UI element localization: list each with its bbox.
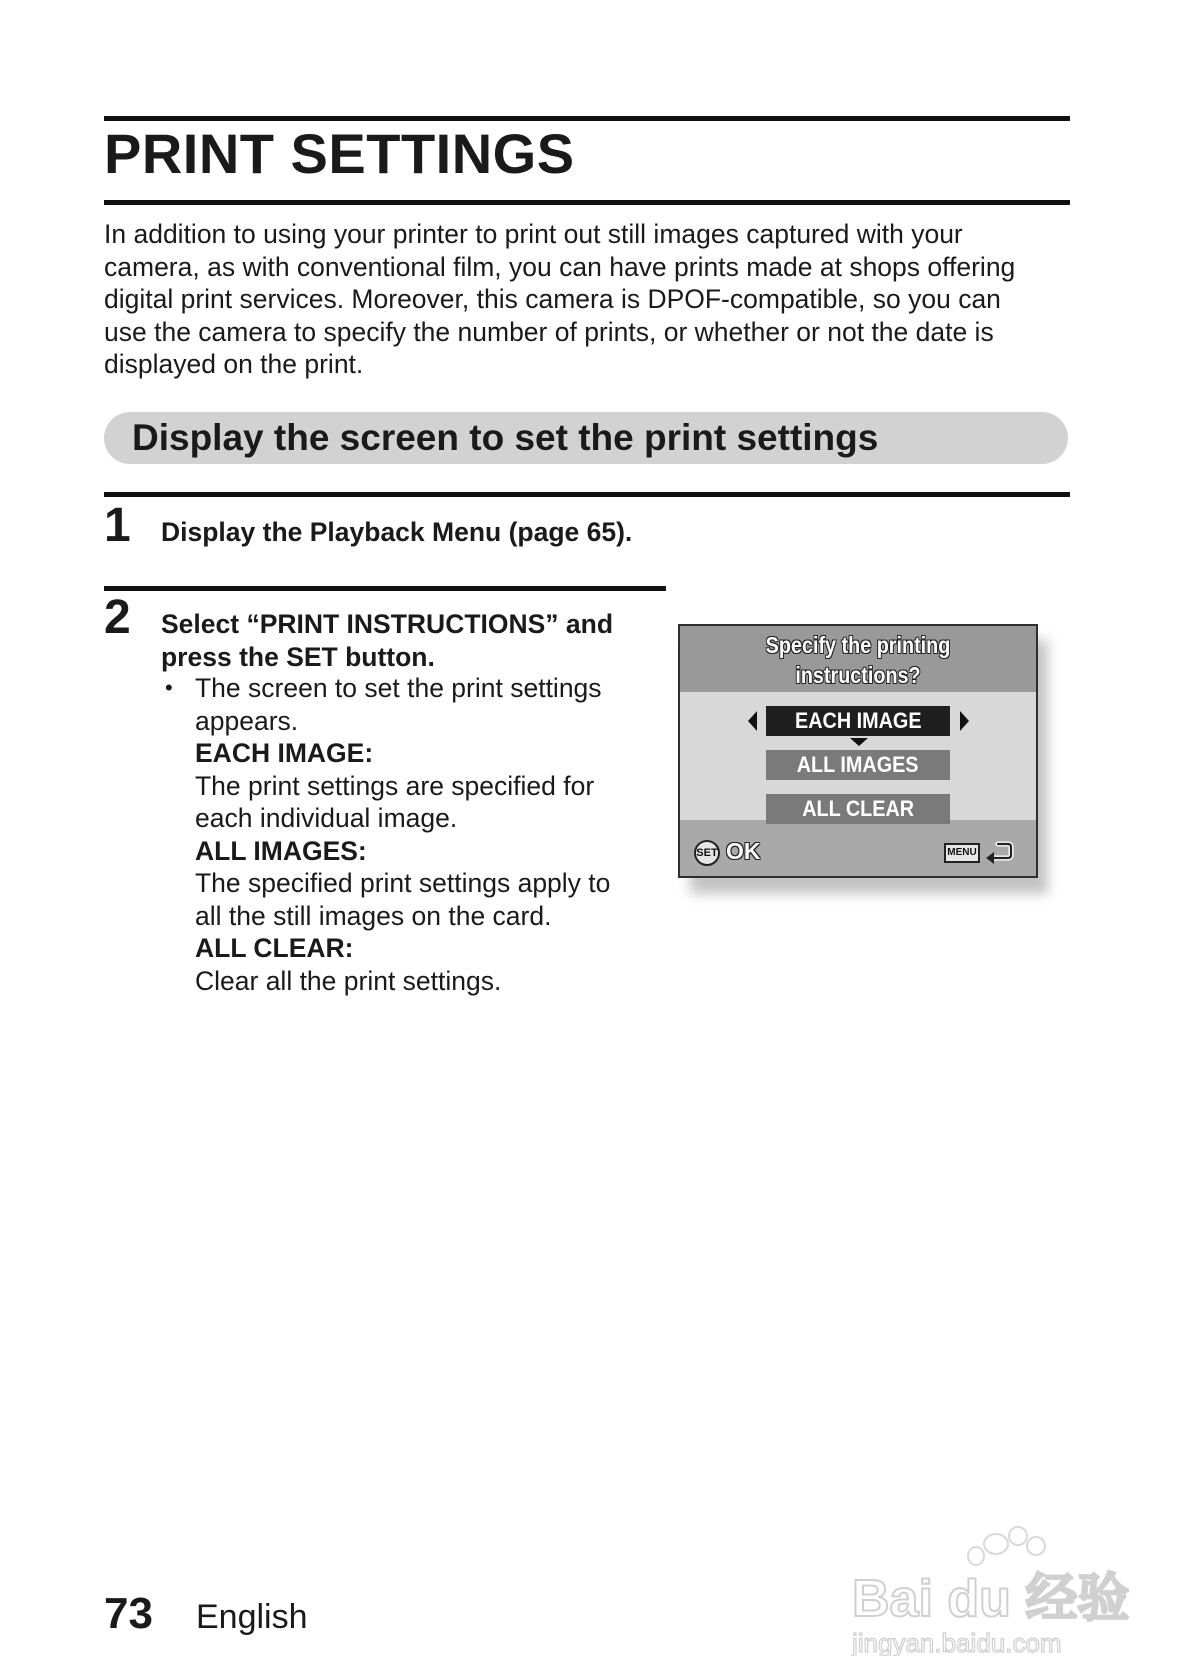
intro-line: In addition to using your printer to print out still images captured with your — [104, 219, 963, 249]
baidu-watermark-logo — [846, 1516, 1146, 1656]
definition-line: each individual image. — [195, 803, 458, 833]
section-heading-banner — [104, 412, 1068, 464]
page-language: English — [196, 1598, 308, 1636]
definition-line: The print settings are specified for — [195, 770, 595, 801]
camera-prompt-line: Specify the printing — [765, 632, 951, 658]
step-1-text: Display the Playback Menu (page 65). — [161, 517, 633, 547]
option-all-clear[interactable]: ALL CLEAR — [766, 794, 950, 824]
page-title: PRINT SETTINGS — [104, 122, 575, 185]
definition-term: ALL IMAGES: — [195, 835, 367, 866]
step-2-line: Select “PRINT INSTRUCTIONS” and — [161, 609, 614, 639]
ok-label: OK — [726, 838, 761, 864]
title-rule-bottom — [104, 200, 1070, 205]
intro-paragraph — [104, 218, 1070, 381]
bullet-line: The screen to set the print settings — [195, 673, 602, 703]
definition-term: EACH IMAGE: — [195, 738, 374, 768]
bullet-marker: • — [165, 675, 173, 700]
intro-line: digital print services. Moreover, this camera is DPOF-compatible, so you can — [104, 284, 1001, 314]
step-2-number: 2 — [104, 591, 131, 644]
right-arrow-icon[interactable] — [960, 711, 969, 731]
intro-line: displayed on the print. — [104, 349, 364, 379]
step-2-line: press the SET button. — [161, 641, 435, 672]
camera-footer — [680, 832, 1036, 876]
option-all-images[interactable]: ALL IMAGES — [766, 750, 950, 780]
camera-screen — [678, 624, 1038, 878]
svg-text:Bai du 经验: Bai du 经验 — [852, 1570, 1130, 1628]
step-2-details — [165, 672, 655, 997]
return-icon — [984, 840, 1014, 866]
step-1-number: 1 — [104, 499, 131, 552]
camera-prompt-line: instructions? — [795, 662, 921, 688]
svg-text:jingyan.baidu.com: jingyan.baidu.com — [852, 1628, 1062, 1656]
option-each-image[interactable]: EACH IMAGE — [766, 706, 950, 736]
intro-line: use the camera to specify the number of prints, or whether or not the date is — [104, 316, 994, 347]
definition-line: all the still images on the card. — [195, 900, 552, 931]
set-button-icon[interactable]: SET — [694, 840, 720, 866]
definition-term: ALL CLEAR: — [195, 933, 354, 963]
step-2-rule — [104, 586, 666, 591]
step-1-rule — [104, 492, 1070, 497]
bullet-line: appears. — [195, 705, 299, 736]
step-2-text — [161, 608, 613, 673]
down-arrow-icon — [850, 738, 868, 746]
menu-button-icon[interactable]: MENU — [944, 843, 980, 863]
definition-line: The specified print settings apply to — [195, 868, 611, 898]
title-rule-top — [104, 116, 1070, 121]
intro-line: camera, as with conventional film, you can have prints made at shops offering — [104, 251, 1016, 282]
page-number: 73 — [104, 1589, 153, 1638]
section-heading: Display the screen to set the print settings — [132, 417, 879, 458]
camera-prompt — [680, 626, 1036, 692]
definition-line: Clear all the print settings. — [195, 965, 502, 996]
left-arrow-icon[interactable] — [748, 711, 757, 731]
